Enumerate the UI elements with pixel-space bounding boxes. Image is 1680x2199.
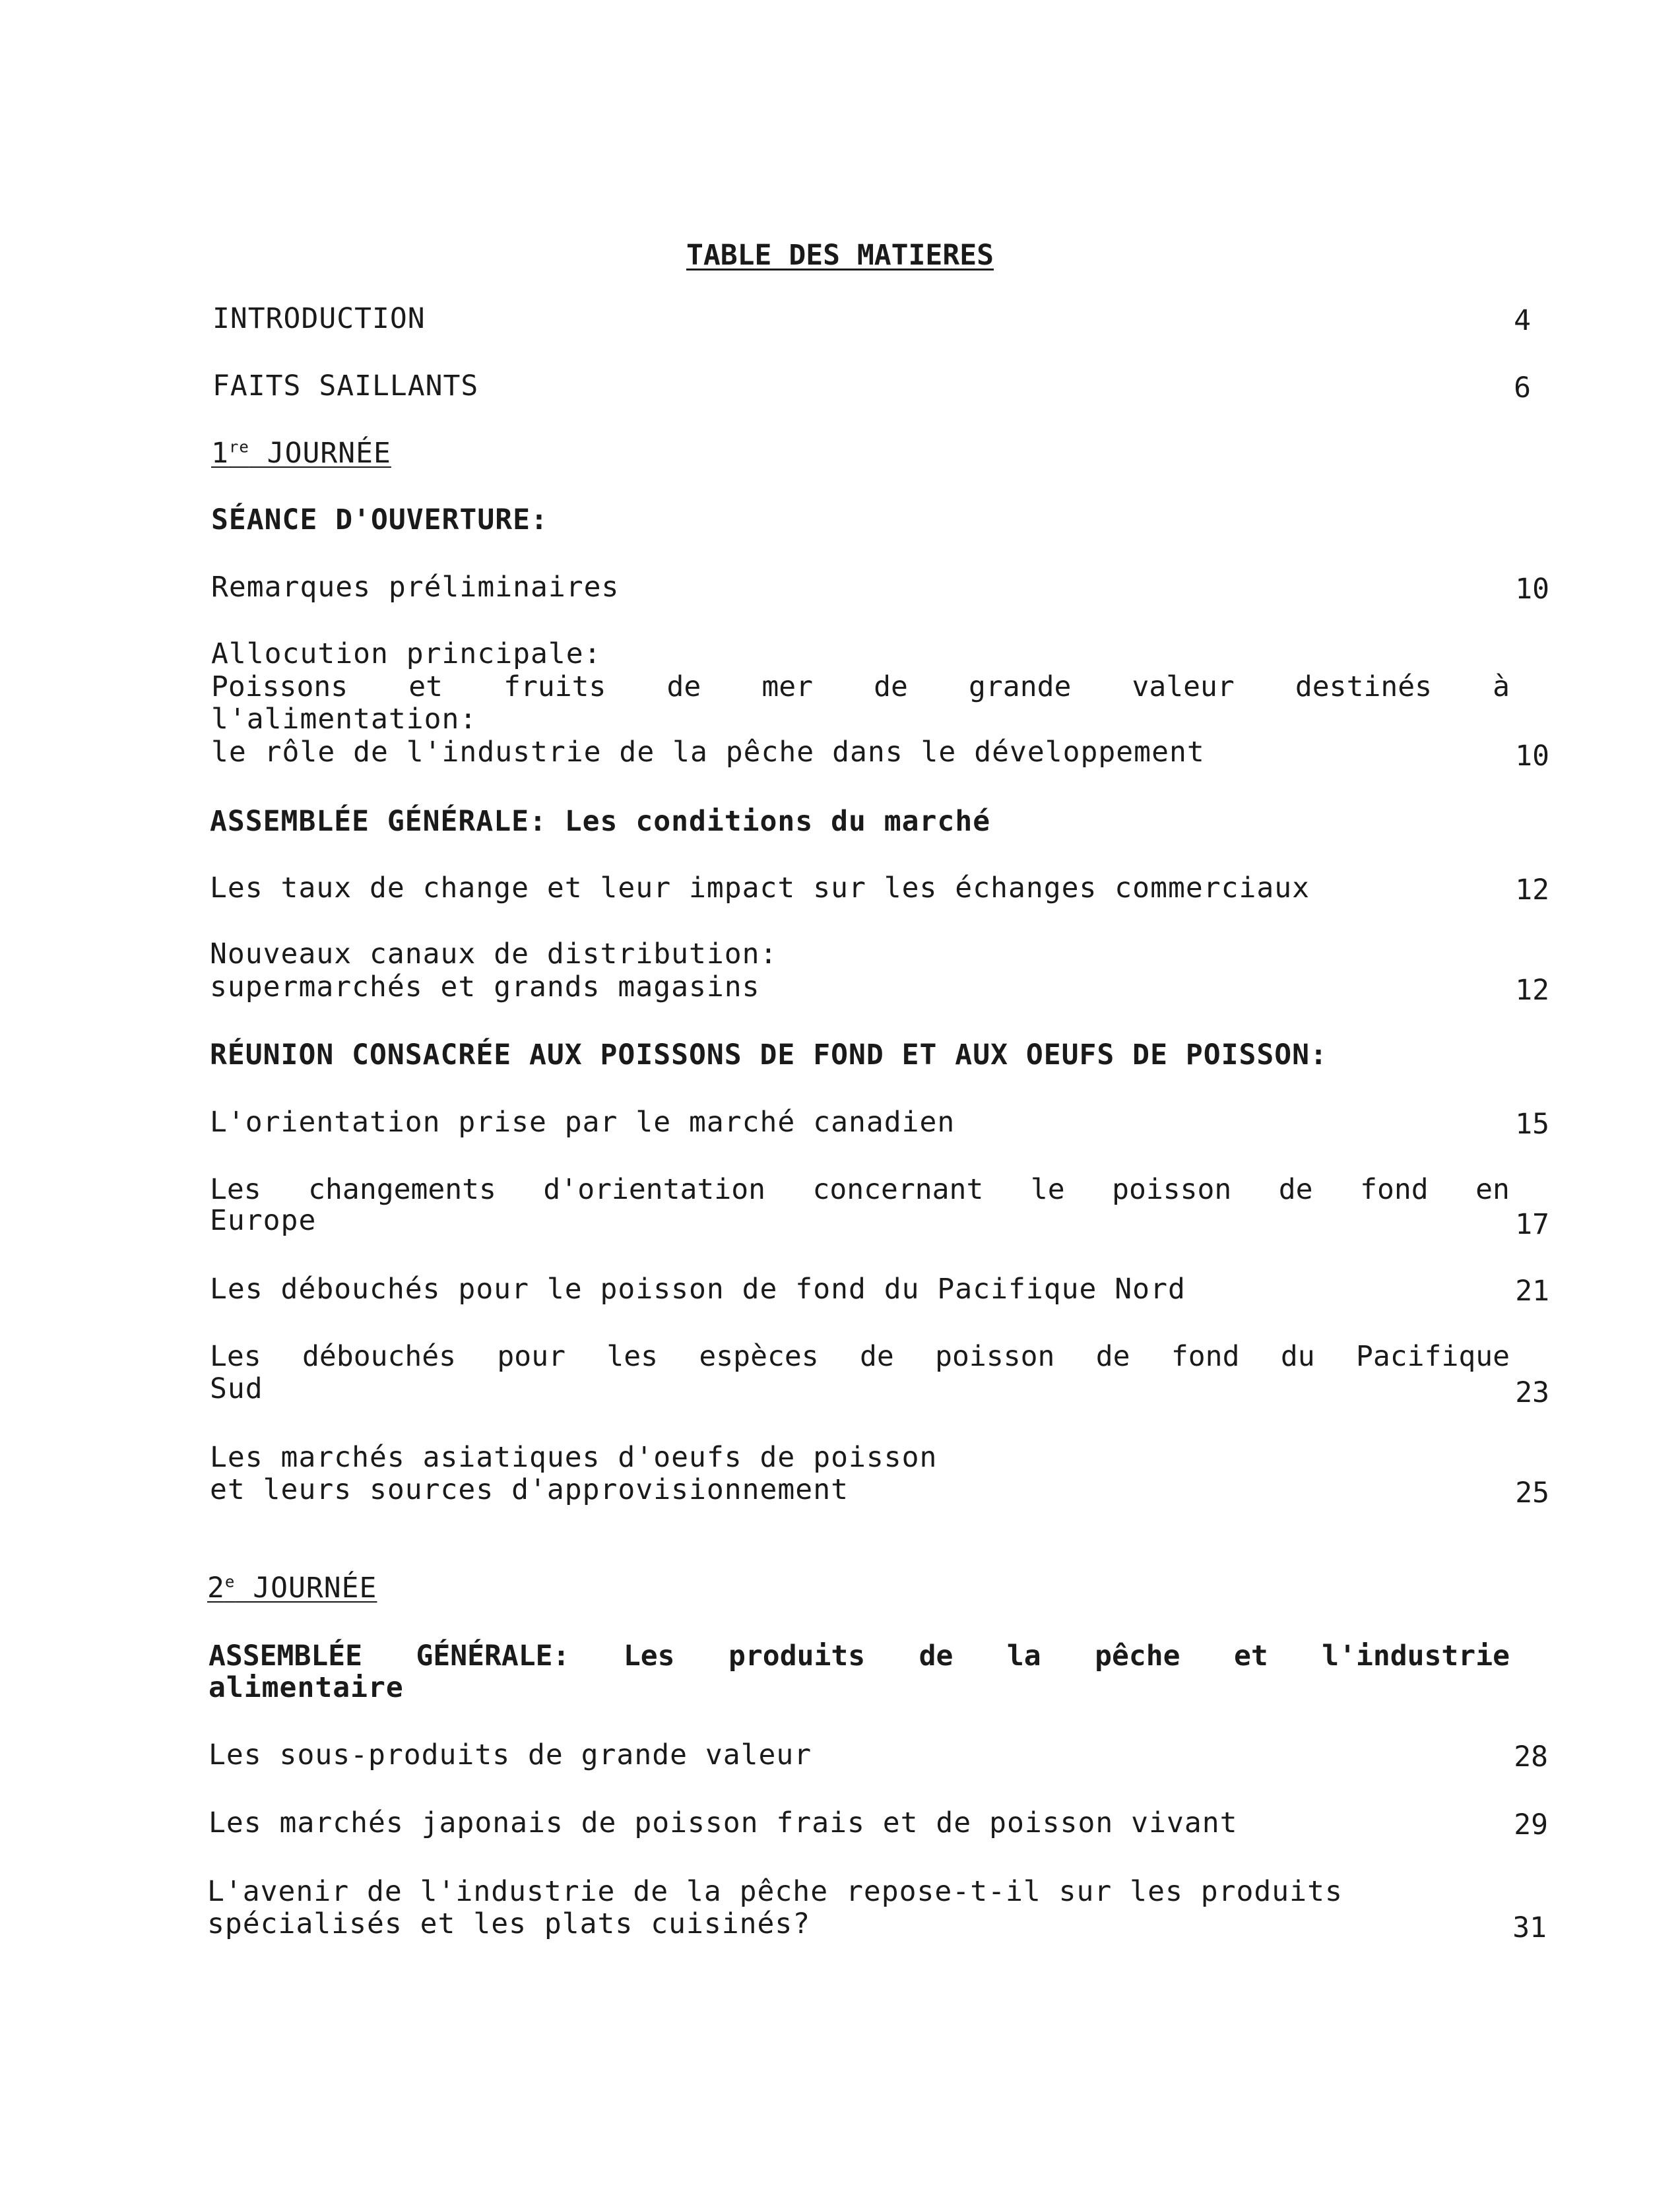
page-title: TABLE DES MATIERES xyxy=(686,239,994,272)
toc-asiatiques-line1: Les marchés asiatiques d'oeufs de poisson xyxy=(210,1441,938,1474)
toc-debouches-sud-page: 23 xyxy=(1515,1376,1549,1409)
section-reunion-poissons-fond: RÉUNION CONSACRÉE AUX POISSONS DE FOND ET AUX OEUFS DE POISSON: xyxy=(210,1038,1328,1071)
toc-orientation: L'orientation prise par le marché canadien xyxy=(210,1106,955,1139)
toc-asiatiques-page: 25 xyxy=(1515,1477,1549,1510)
toc-allocution-line2: Poissons et fruits de mer de grande valeur destinés à xyxy=(211,670,1510,703)
toc-debouches-nord: Les débouchés pour le poisson de fond du Pacifique Nord xyxy=(210,1273,1186,1306)
toc-canaux-line2: supermarchés et grands magasins xyxy=(210,971,760,1004)
toc-debouches-nord-page: 21 xyxy=(1515,1275,1549,1308)
toc-avenir-line2: spécialisés et les plats cuisinés? xyxy=(207,1907,811,1940)
toc-canaux-line1: Nouveaux canaux de distribution: xyxy=(210,938,778,971)
section-seance-ouverture: SÉANCE D'OUVERTURE: xyxy=(211,503,548,536)
section-assemblee-produits-line1: ASSEMBLÉE GÉNÉRALE: Les produits de la pêche et l'industrie xyxy=(209,1640,1510,1673)
toc-remarques: Remarques préliminaires xyxy=(211,571,620,604)
toc-debouches-sud-line1: Les débouchés pour les espèces de poisson de fond du Pacifique xyxy=(210,1340,1510,1373)
toc-introduction: INTRODUCTION xyxy=(212,302,426,335)
toc-japonais-page: 29 xyxy=(1514,1808,1548,1841)
toc-avenir-page: 31 xyxy=(1512,1911,1547,1944)
toc-faits-saillants-page: 6 xyxy=(1514,371,1531,404)
toc-canaux-page: 12 xyxy=(1515,974,1549,1007)
toc-debouches-sud-line2: Sud xyxy=(210,1372,263,1405)
section-assemblee-conditions: ASSEMBLÉE GÉNÉRALE: Les conditions du marché xyxy=(210,805,991,838)
toc-allocution-page: 10 xyxy=(1515,740,1549,773)
day-2-heading: 2e JOURNÉE xyxy=(207,1572,377,1605)
toc-remarques-page: 10 xyxy=(1515,573,1549,606)
toc-allocution-line3: l'alimentation: xyxy=(211,703,478,736)
toc-changements-line2: Europe xyxy=(210,1204,317,1237)
toc-allocution-line4: le rôle de l'industrie de la pêche dans le développement xyxy=(211,736,1205,769)
toc-asiatiques-line2: et leurs sources d'approvisionnement xyxy=(210,1473,849,1506)
toc-sous-produits-page: 28 xyxy=(1514,1740,1548,1773)
toc-allocution-line1: Allocution principale: xyxy=(211,637,602,670)
toc-japonais: Les marchés japonais de poisson frais et de poisson vivant xyxy=(209,1806,1238,1839)
toc-introduction-page: 4 xyxy=(1514,304,1531,337)
toc-sous-produits: Les sous-produits de grande valeur xyxy=(209,1738,812,1771)
section-assemblee-produits-line2: alimentaire xyxy=(209,1671,404,1704)
toc-changements-page: 17 xyxy=(1515,1208,1549,1241)
toc-orientation-page: 15 xyxy=(1515,1108,1549,1141)
day-1-heading: 1re JOURNÉE xyxy=(211,437,391,470)
toc-taux-change: Les taux de change et leur impact sur les échanges commerciaux xyxy=(210,872,1310,905)
toc-avenir-line1: L'avenir de l'industrie de la pêche repose-t-il sur les produits xyxy=(207,1875,1343,1908)
toc-faits-saillants: FAITS SAILLANTS xyxy=(212,369,479,402)
toc-taux-change-page: 12 xyxy=(1515,874,1549,907)
toc-changements-line1: Les changements d'orientation concernant le poisson de fond en xyxy=(210,1173,1510,1206)
